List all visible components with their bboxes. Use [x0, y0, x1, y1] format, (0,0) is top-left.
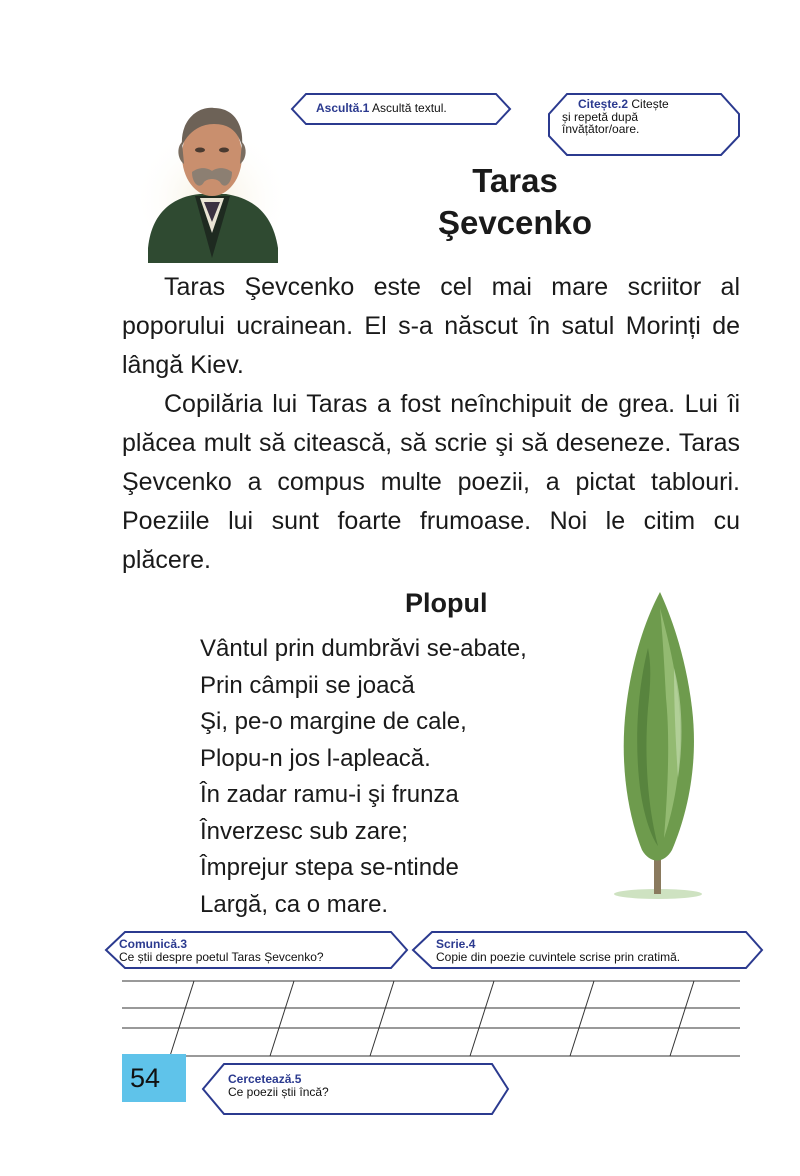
prose-text: [122, 268, 740, 580]
citeste-badge: [545, 92, 741, 157]
comunica-badge: [103, 930, 409, 970]
asculta-keyword: Ascultă.1: [316, 101, 370, 115]
asculta-text: Ascultă textul.: [369, 101, 447, 115]
scrie-badge: [410, 930, 764, 970]
cerceteaza-text: Ce poezii știi încă?: [228, 1084, 329, 1099]
prose-paragraph-1: Taras Şevcenko este cel mai mare scriitor al poporului ucrainean. El s-a născut în satul Morinți de lângă Kiev.: [122, 273, 740, 379]
scrie-keyword: Scrie.4: [436, 937, 476, 951]
scrie-text: Copie din poezie cuvintele scrise prin cratimă.: [436, 949, 681, 964]
page-title: [415, 160, 615, 244]
poem-line: Înverzesc sub zare;: [200, 817, 409, 845]
poem-line: Şi, pe-o margine de cale,: [200, 708, 467, 735]
comunica-text: Ce știi despre poetul Taras Șevcenko?: [119, 949, 324, 964]
page-number: 54: [122, 1054, 186, 1102]
citeste-text-rest: și repetă după învățător/oare.: [562, 109, 640, 137]
poem-line: Plopu-n jos l-apleacă.: [200, 744, 431, 772]
title-line-2: Şevcenko: [437, 204, 593, 241]
comunica-keyword: Comunică.3: [119, 937, 188, 951]
cerceteaza-keyword: Cercetează.5: [228, 1072, 302, 1086]
poem-title: Plopul: [405, 588, 488, 618]
prose-paragraph-2: Copilăria lui Taras a fost neînchipuit de grea. Lui îi plăcea mult să citească, să scrie şi să deseneze. Taras Şevcenko a compus multe poezii, a pictat tablouri. Poeziile lui sunt foarte frumoase. Noi le citim cu plăcere.: [122, 390, 740, 574]
cerceteaza-badge: [200, 1062, 510, 1116]
poem: [200, 631, 527, 923]
citeste-keyword: Citește.2: [578, 97, 629, 111]
portrait-image: [140, 98, 285, 263]
poem-line: Vântul prin dumbrăvi se-abate,: [200, 635, 527, 662]
asculta-badge: [290, 92, 512, 126]
citeste-text-first: Citește: [628, 97, 669, 111]
poem-line: În zadar ramu-i şi frunza: [200, 781, 459, 808]
poem-line: Împrejur stepa se-ntinde: [200, 854, 459, 881]
poplar-tree-image: [608, 588, 708, 906]
writing-lines[interactable]: [122, 978, 742, 1063]
poem-line: Prin câmpii se joacă: [200, 671, 415, 699]
poem-line: Largă, ca o mare.: [200, 890, 389, 918]
title-line-1: Taras: [472, 162, 558, 199]
